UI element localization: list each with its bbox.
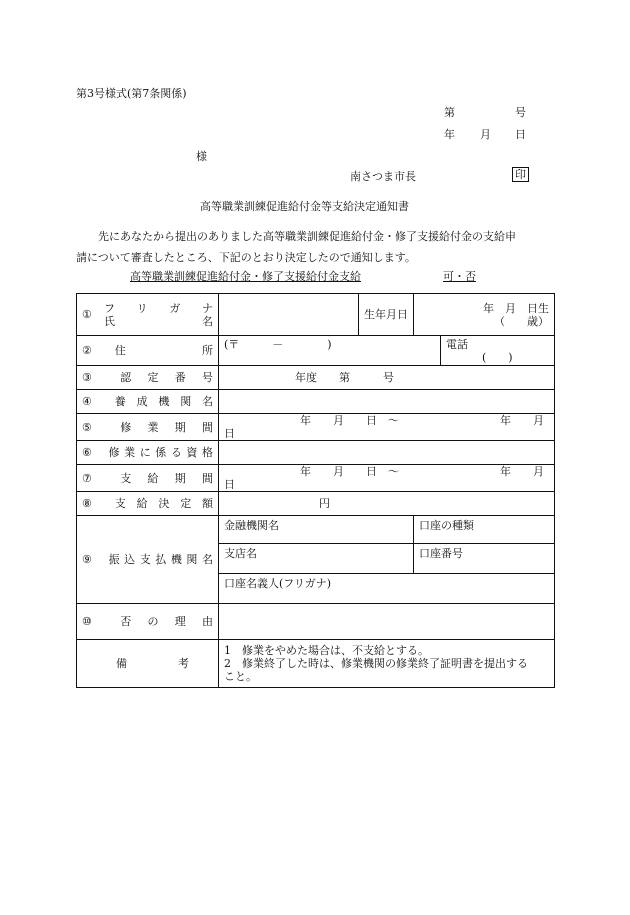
study-period-to: 年 月 日 bbox=[224, 414, 566, 440]
row-name bbox=[77, 294, 555, 336]
remarks-value bbox=[219, 640, 555, 688]
bank-label-cell bbox=[77, 516, 219, 604]
row-bank-1 bbox=[77, 516, 555, 544]
address-label: 住 所 bbox=[104, 344, 213, 357]
account-holder-cell: 口座名義人(フリガナ) bbox=[219, 574, 555, 604]
address-label-cell bbox=[77, 336, 219, 366]
name-value bbox=[219, 294, 359, 336]
dob-value: 年 月 日生 bbox=[483, 301, 549, 315]
name-label-cell bbox=[77, 294, 219, 336]
study-period-from: 年 月 日 ～ bbox=[300, 414, 399, 427]
study-period-value bbox=[219, 414, 566, 441]
payment-period-to: 年 月 日 bbox=[224, 465, 566, 491]
bank-label: 振込支払機関名 bbox=[104, 553, 213, 566]
address-value bbox=[219, 336, 441, 366]
payment-period-label: 支給期間 bbox=[104, 471, 213, 485]
doc-number-suffix: 号 bbox=[515, 106, 526, 119]
row-number: ⑨ bbox=[82, 553, 92, 566]
decision-subject: 高等職業訓練促進給付金・修了支援給付金支給 bbox=[130, 270, 361, 283]
date-day: 日 bbox=[515, 128, 526, 141]
date-year: 年 bbox=[444, 128, 455, 141]
doc-number-prefix: 第 bbox=[444, 106, 455, 119]
cert-number-label: 認定番号 bbox=[104, 371, 213, 384]
name-label: 氏 名 bbox=[104, 314, 213, 328]
decision-line bbox=[130, 268, 476, 284]
rejection-reason-value bbox=[219, 604, 555, 640]
amount-value: 円 bbox=[219, 492, 555, 516]
addressee-suffix: 様 bbox=[196, 150, 207, 163]
institution-value bbox=[219, 390, 555, 414]
row-study-period bbox=[77, 414, 555, 441]
decision-options: 可・否 bbox=[443, 270, 476, 283]
phone-cell bbox=[441, 336, 555, 366]
remarks-note-2-cont: こと。 bbox=[224, 670, 257, 683]
qualification-value bbox=[219, 441, 555, 465]
amount-label: 支給決定額 bbox=[104, 497, 213, 510]
row-amount bbox=[77, 492, 555, 516]
dob-label: 生年月日 bbox=[359, 294, 414, 336]
seal-mark: 印 bbox=[512, 167, 529, 182]
furigana-label: フ リ ガ ナ bbox=[104, 301, 213, 315]
remarks-label-cell bbox=[77, 640, 219, 688]
row-qualification bbox=[77, 441, 555, 465]
bank-name-cell: 金融機関名 bbox=[219, 516, 414, 544]
cert-number-value: 年度 第 号 bbox=[219, 366, 555, 390]
phone-paren: ( ) bbox=[482, 351, 513, 364]
body-line-2: 請について審査したところ、下記のとおり決定したので通知します。 bbox=[76, 251, 416, 264]
row-number: ② bbox=[82, 344, 92, 357]
document-title: 高等職業訓練促進給付金等支給決定通知書 bbox=[200, 200, 409, 213]
row-remarks bbox=[77, 640, 555, 688]
row-number: ⑦ bbox=[82, 471, 92, 485]
row-number: ① bbox=[82, 308, 92, 321]
payment-period-from: 年 月 日 ～ bbox=[300, 465, 399, 478]
rejection-reason-label: 否の理由 bbox=[104, 615, 213, 628]
row-number: ③ bbox=[82, 371, 92, 384]
institution-label: 養成機関名 bbox=[104, 395, 213, 408]
payment-period-value bbox=[219, 465, 566, 492]
form-number: 第3号様式(第7条関係) bbox=[76, 87, 187, 100]
row-cert-number bbox=[77, 366, 555, 390]
remarks-note-1: 1 修業をやめた場合は、不支給とする。 bbox=[224, 644, 429, 657]
account-type-cell: 口座の種類 bbox=[414, 516, 555, 544]
row-rejection-reason bbox=[77, 604, 555, 640]
date-month: 月 bbox=[480, 128, 491, 141]
remarks-note-2: 2 修業終了した時は、修業機関の修業終了証明書を提出する bbox=[224, 657, 528, 670]
row-number: ⑩ bbox=[82, 615, 92, 628]
body-line-1: 先にあなたから提出のありました高等職業訓練促進給付金・修了支援給付金の支給申 bbox=[98, 230, 516, 243]
row-institution bbox=[77, 390, 555, 414]
dob-cell bbox=[414, 294, 555, 336]
remarks-label: 備 考 bbox=[116, 657, 189, 670]
row-number: ④ bbox=[82, 395, 92, 408]
row-payment-period bbox=[77, 465, 555, 492]
postal-code: (〒 － ) bbox=[224, 338, 332, 351]
age-value: （ 歳） bbox=[494, 314, 549, 328]
row-number: ⑧ bbox=[82, 497, 92, 510]
branch-cell: 支店名 bbox=[219, 544, 414, 574]
decision-table bbox=[76, 293, 566, 688]
row-number: ⑥ bbox=[82, 446, 92, 459]
study-period-label: 修業期間 bbox=[104, 420, 213, 434]
row-number: ⑤ bbox=[82, 420, 92, 434]
row-address bbox=[77, 336, 555, 366]
issuer-name: 南さつま市長 bbox=[350, 170, 416, 183]
qualification-label: 修業に係る資格 bbox=[104, 446, 213, 459]
phone-label: 電話 bbox=[446, 338, 468, 351]
account-number-cell: 口座番号 bbox=[414, 544, 555, 574]
